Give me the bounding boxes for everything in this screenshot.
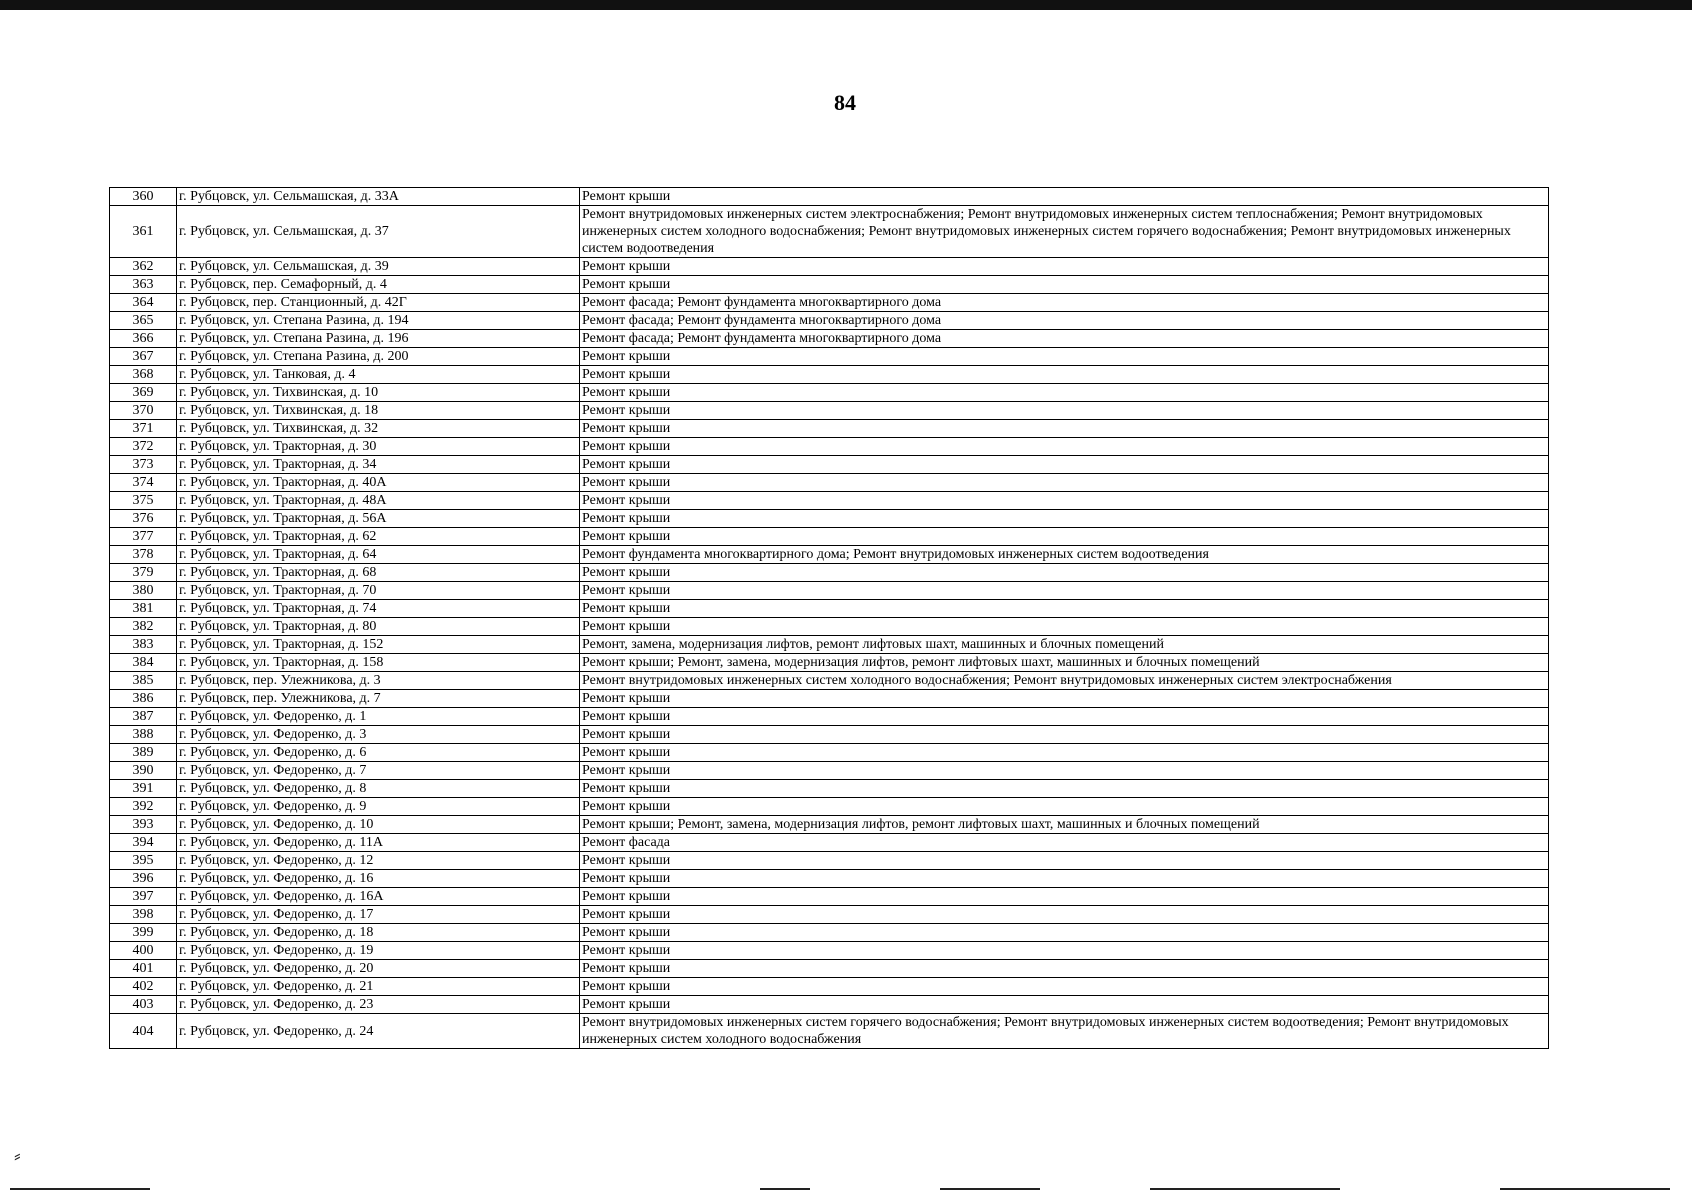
table-row <box>110 1014 1549 1049</box>
row-number-cell: 400 <box>110 942 177 960</box>
works-cell: Ремонт крыши <box>580 852 1549 870</box>
table-row <box>110 762 1549 780</box>
scan-line <box>1500 1188 1670 1190</box>
address-cell: г. Рубцовск, ул. Федоренко, д. 24 <box>177 1014 580 1049</box>
table-row <box>110 420 1549 438</box>
address-cell: г. Рубцовск, ул. Федоренко, д. 18 <box>177 924 580 942</box>
address-cell: г. Рубцовск, ул. Степана Разина, д. 196 <box>177 330 580 348</box>
works-cell: Ремонт крыши <box>580 510 1549 528</box>
table-row <box>110 870 1549 888</box>
table-row <box>110 366 1549 384</box>
table-row <box>110 402 1549 420</box>
table-row <box>110 258 1549 276</box>
address-cell: г. Рубцовск, ул. Танковая, д. 4 <box>177 366 580 384</box>
works-cell: Ремонт крыши <box>580 762 1549 780</box>
table-row <box>110 960 1549 978</box>
row-number-cell: 379 <box>110 564 177 582</box>
address-cell: г. Рубцовск, ул. Федоренко, д. 17 <box>177 906 580 924</box>
row-number-cell: 384 <box>110 654 177 672</box>
address-cell: г. Рубцовск, ул. Тракторная, д. 70 <box>177 582 580 600</box>
table-row <box>110 834 1549 852</box>
works-cell: Ремонт фасада <box>580 834 1549 852</box>
works-cell: Ремонт фасада; Ремонт фундамента многоквартирного дома <box>580 312 1549 330</box>
works-cell: Ремонт крыши <box>580 708 1549 726</box>
row-number-cell: 390 <box>110 762 177 780</box>
table-row <box>110 636 1549 654</box>
works-cell: Ремонт крыши <box>580 690 1549 708</box>
scan-line <box>10 1188 150 1190</box>
address-cell: г. Рубцовск, ул. Тракторная, д. 158 <box>177 654 580 672</box>
row-number-cell: 394 <box>110 834 177 852</box>
works-cell: Ремонт крыши <box>580 456 1549 474</box>
address-cell: г. Рубцовск, ул. Тракторная, д. 62 <box>177 528 580 546</box>
table-row <box>110 582 1549 600</box>
address-cell: г. Рубцовск, ул. Тракторная, д. 64 <box>177 546 580 564</box>
works-cell: Ремонт крыши <box>580 942 1549 960</box>
works-cell: Ремонт фундамента многоквартирного дома; Ремонт внутридомовых инженерных систем водоотведения <box>580 546 1549 564</box>
works-cell: Ремонт крыши <box>580 402 1549 420</box>
works-cell: Ремонт крыши <box>580 366 1549 384</box>
table-row <box>110 600 1549 618</box>
row-number-cell: 383 <box>110 636 177 654</box>
works-cell: Ремонт крыши <box>580 726 1549 744</box>
row-number-cell: 362 <box>110 258 177 276</box>
works-cell: Ремонт крыши <box>580 258 1549 276</box>
table-body <box>110 188 1549 1049</box>
table-row <box>110 348 1549 366</box>
works-cell: Ремонт крыши <box>580 924 1549 942</box>
repair-works-table <box>109 187 1549 1049</box>
works-cell: Ремонт крыши <box>580 870 1549 888</box>
address-cell: г. Рубцовск, ул. Федоренко, д. 7 <box>177 762 580 780</box>
row-number-cell: 404 <box>110 1014 177 1049</box>
row-number-cell: 371 <box>110 420 177 438</box>
address-cell: г. Рубцовск, ул. Федоренко, д. 23 <box>177 996 580 1014</box>
row-number-cell: 381 <box>110 600 177 618</box>
row-number-cell: 376 <box>110 510 177 528</box>
address-cell: г. Рубцовск, ул. Федоренко, д. 20 <box>177 960 580 978</box>
works-cell: Ремонт крыши <box>580 888 1549 906</box>
row-number-cell: 397 <box>110 888 177 906</box>
table-row <box>110 978 1549 996</box>
address-cell: г. Рубцовск, ул. Тракторная, д. 74 <box>177 600 580 618</box>
works-cell: Ремонт фасада; Ремонт фундамента многоквартирного дома <box>580 294 1549 312</box>
address-cell: г. Рубцовск, ул. Федоренко, д. 6 <box>177 744 580 762</box>
scan-line <box>760 1188 810 1190</box>
table-row <box>110 456 1549 474</box>
table-row <box>110 924 1549 942</box>
address-cell: г. Рубцовск, пер. Станционный, д. 42Г <box>177 294 580 312</box>
works-cell: Ремонт крыши <box>580 384 1549 402</box>
page-number: 84 <box>834 90 856 115</box>
works-cell: Ремонт крыши <box>580 600 1549 618</box>
address-cell: г. Рубцовск, ул. Федоренко, д. 21 <box>177 978 580 996</box>
row-number-cell: 373 <box>110 456 177 474</box>
table-row <box>110 816 1549 834</box>
table-row <box>110 708 1549 726</box>
row-number-cell: 389 <box>110 744 177 762</box>
row-number-cell: 396 <box>110 870 177 888</box>
row-number-cell: 367 <box>110 348 177 366</box>
works-cell: Ремонт крыши <box>580 582 1549 600</box>
works-cell: Ремонт крыши <box>580 348 1549 366</box>
table-row <box>110 276 1549 294</box>
works-cell: Ремонт крыши <box>580 906 1549 924</box>
address-cell: г. Рубцовск, ул. Тракторная, д. 48А <box>177 492 580 510</box>
row-number-cell: 377 <box>110 528 177 546</box>
row-number-cell: 395 <box>110 852 177 870</box>
works-cell: Ремонт крыши <box>580 276 1549 294</box>
row-number-cell: 366 <box>110 330 177 348</box>
works-cell: Ремонт крыши; Ремонт, замена, модернизация лифтов, ремонт лифтовых шахт, машинных и блочных помещений <box>580 816 1549 834</box>
row-number-cell: 370 <box>110 402 177 420</box>
works-cell: Ремонт внутридомовых инженерных систем горячего водоснабжения; Ремонт внутридомовых инженерных систем водоотведения; Ремонт внутридомовых инженерных систем холодного водоснабжения <box>580 1014 1549 1049</box>
address-cell: г. Рубцовск, ул. Тракторная, д. 34 <box>177 456 580 474</box>
works-cell: Ремонт крыши <box>580 528 1549 546</box>
row-number-cell: 386 <box>110 690 177 708</box>
table-row <box>110 206 1549 258</box>
table-row <box>110 188 1549 206</box>
row-number-cell: 382 <box>110 618 177 636</box>
row-number-cell: 403 <box>110 996 177 1014</box>
table-row <box>110 312 1549 330</box>
row-number-cell: 369 <box>110 384 177 402</box>
works-cell: Ремонт крыши <box>580 474 1549 492</box>
table-row <box>110 294 1549 312</box>
address-cell: г. Рубцовск, ул. Федоренко, д. 1 <box>177 708 580 726</box>
table-row <box>110 474 1549 492</box>
address-cell: г. Рубцовск, ул. Тихвинская, д. 32 <box>177 420 580 438</box>
address-cell: г. Рубцовск, ул. Федоренко, д. 11А <box>177 834 580 852</box>
table-row <box>110 996 1549 1014</box>
address-cell: г. Рубцовск, ул. Федоренко, д. 19 <box>177 942 580 960</box>
row-number-cell: 364 <box>110 294 177 312</box>
address-cell: г. Рубцовск, ул. Степана Разина, д. 194 <box>177 312 580 330</box>
table-row <box>110 942 1549 960</box>
works-cell: Ремонт крыши <box>580 780 1549 798</box>
table-row <box>110 672 1549 690</box>
address-cell: г. Рубцовск, ул. Сельмашская, д. 37 <box>177 206 580 258</box>
address-cell: г. Рубцовск, ул. Федоренко, д. 3 <box>177 726 580 744</box>
address-cell: г. Рубцовск, ул. Тракторная, д. 30 <box>177 438 580 456</box>
row-number-cell: 374 <box>110 474 177 492</box>
works-cell: Ремонт крыши <box>580 618 1549 636</box>
table-row <box>110 384 1549 402</box>
table-row <box>110 510 1549 528</box>
address-cell: г. Рубцовск, ул. Федоренко, д. 16А <box>177 888 580 906</box>
table-row <box>110 528 1549 546</box>
address-cell: г. Рубцовск, ул. Федоренко, д. 12 <box>177 852 580 870</box>
works-cell: Ремонт крыши <box>580 564 1549 582</box>
table-row <box>110 618 1549 636</box>
works-cell: Ремонт крыши <box>580 188 1549 206</box>
table-row <box>110 546 1549 564</box>
works-cell: Ремонт, замена, модернизация лифтов, ремонт лифтовых шахт, машинных и блочных помещений <box>580 636 1549 654</box>
address-cell: г. Рубцовск, ул. Федоренко, д. 9 <box>177 798 580 816</box>
row-number-cell: 392 <box>110 798 177 816</box>
table-row <box>110 438 1549 456</box>
works-cell: Ремонт крыши <box>580 492 1549 510</box>
row-number-cell: 365 <box>110 312 177 330</box>
scan-line <box>1150 1188 1340 1190</box>
works-cell: Ремонт фасада; Ремонт фундамента многоквартирного дома <box>580 330 1549 348</box>
row-number-cell: 393 <box>110 816 177 834</box>
address-cell: г. Рубцовск, пер. Улежникова, д. 3 <box>177 672 580 690</box>
address-cell: г. Рубцовск, ул. Сельмашская, д. 39 <box>177 258 580 276</box>
row-number-cell: 360 <box>110 188 177 206</box>
row-number-cell: 380 <box>110 582 177 600</box>
row-number-cell: 399 <box>110 924 177 942</box>
address-cell: г. Рубцовск, ул. Федоренко, д. 8 <box>177 780 580 798</box>
row-number-cell: 391 <box>110 780 177 798</box>
table-row <box>110 780 1549 798</box>
row-number-cell: 361 <box>110 206 177 258</box>
table-row <box>110 492 1549 510</box>
works-cell: Ремонт внутридомовых инженерных систем холодного водоснабжения; Ремонт внутридомовых инженерных систем электроснабжения <box>580 672 1549 690</box>
address-cell: г. Рубцовск, пер. Улежникова, д. 7 <box>177 690 580 708</box>
address-cell: г. Рубцовск, ул. Степана Разина, д. 200 <box>177 348 580 366</box>
scan-line <box>940 1188 1040 1190</box>
table-row <box>110 798 1549 816</box>
scan-top-border <box>0 0 1692 10</box>
row-number-cell: 375 <box>110 492 177 510</box>
address-cell: г. Рубцовск, ул. Тракторная, д. 40А <box>177 474 580 492</box>
works-cell: Ремонт внутридомовых инженерных систем электроснабжения; Ремонт внутридомовых инженерных систем теплоснабжения; Ремонт внутридомовых инженерных систем холодного водоснабжения; Ремонт внутридомовых инженерных систем горячего водоснабжения; Ремонт внутридомовых инженерных систем водоотведения <box>580 206 1549 258</box>
row-number-cell: 387 <box>110 708 177 726</box>
works-cell: Ремонт крыши <box>580 420 1549 438</box>
row-number-cell: 398 <box>110 906 177 924</box>
table-row <box>110 690 1549 708</box>
row-number-cell: 368 <box>110 366 177 384</box>
row-number-cell: 388 <box>110 726 177 744</box>
table-row <box>110 726 1549 744</box>
address-cell: г. Рубцовск, ул. Федоренко, д. 16 <box>177 870 580 888</box>
works-cell: Ремонт крыши <box>580 996 1549 1014</box>
works-cell: Ремонт крыши; Ремонт, замена, модернизация лифтов, ремонт лифтовых шахт, машинных и блочных помещений <box>580 654 1549 672</box>
row-number-cell: 401 <box>110 960 177 978</box>
table-row <box>110 564 1549 582</box>
table-row <box>110 852 1549 870</box>
address-cell: г. Рубцовск, ул. Федоренко, д. 10 <box>177 816 580 834</box>
row-number-cell: 372 <box>110 438 177 456</box>
works-cell: Ремонт крыши <box>580 978 1549 996</box>
row-number-cell: 363 <box>110 276 177 294</box>
address-cell: г. Рубцовск, ул. Тракторная, д. 152 <box>177 636 580 654</box>
works-cell: Ремонт крыши <box>580 438 1549 456</box>
address-cell: г. Рубцовск, ул. Тихвинская, д. 10 <box>177 384 580 402</box>
address-cell: г. Рубцовск, пер. Семафорный, д. 4 <box>177 276 580 294</box>
row-number-cell: 402 <box>110 978 177 996</box>
table-row <box>110 330 1549 348</box>
works-cell: Ремонт крыши <box>580 960 1549 978</box>
table-row <box>110 744 1549 762</box>
address-cell: г. Рубцовск, ул. Тракторная, д. 68 <box>177 564 580 582</box>
row-number-cell: 378 <box>110 546 177 564</box>
address-cell: г. Рубцовск, ул. Сельмашская, д. 33А <box>177 188 580 206</box>
address-cell: г. Рубцовск, ул. Тихвинская, д. 18 <box>177 402 580 420</box>
table-row <box>110 888 1549 906</box>
table-row <box>110 906 1549 924</box>
works-cell: Ремонт крыши <box>580 744 1549 762</box>
scan-bottom-marks <box>0 1188 1692 1192</box>
row-number-cell: 385 <box>110 672 177 690</box>
address-cell: г. Рубцовск, ул. Тракторная, д. 80 <box>177 618 580 636</box>
table-row <box>110 654 1549 672</box>
address-cell: г. Рубцовск, ул. Тракторная, д. 56А <box>177 510 580 528</box>
scan-artifact-mark: ⸗ <box>14 1145 21 1167</box>
works-cell: Ремонт крыши <box>580 798 1549 816</box>
